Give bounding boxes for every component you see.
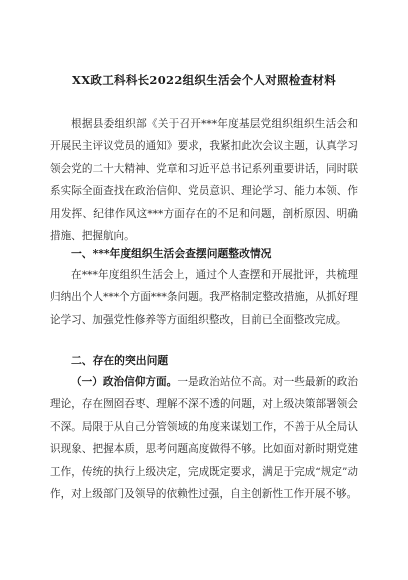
intro-paragraph: 根据县委组织部《关于召开***年度基层党组织组织生活会和开展民主评议党员的通知》要求，我紧扣此次会议主题，认真学习领会党的二十大精神、党章和习近平总书记系列重要讲话，同时联系实际全面查找在政治信仰、党员意识、理论学习、能力本领、作用发挥、纪律作风这***方面存在的不足和问题，剖析原因、明确措施、把握航向。 bbox=[50, 118, 358, 243]
section-one-paragraph: 在***年度组织生活会上，通过个人查摆和开展批评，共梳理归纳出个人***个方面***条问题。我严格制定整改措施，从抓好理论学习、加强党性修养等方面组织整改，目前已全面整改完成。 bbox=[50, 269, 358, 326]
subsection-label: （一）政治信仰方面。 bbox=[71, 376, 178, 388]
document-title: XX政工科科长2022组织生活会个人对照检查材料 bbox=[71, 73, 337, 87]
subsection-text: 一是政治站位不高。对一些最新的政治理论，存在囫囵吞枣、理解不深不透的问题，对上级决策部署领会不深。局限于从自己分管领域的角度来谋划工作，不善于从全局认识现象、把握本质，思考问题高度做得不够。比如面对新时期党建工作，传统的执行上级决定，完成既定要求，满足于完成“规定”动作，对上级部门及领导的依赖性过强，自主创新性工作开展不够。 bbox=[50, 376, 359, 501]
section-one-heading: 一、***年度组织生活会查摆问题整改情况 bbox=[71, 247, 272, 260]
political-belief-paragraph bbox=[50, 371, 358, 505]
section-two-heading: 二、存在的突出问题 bbox=[71, 354, 169, 367]
